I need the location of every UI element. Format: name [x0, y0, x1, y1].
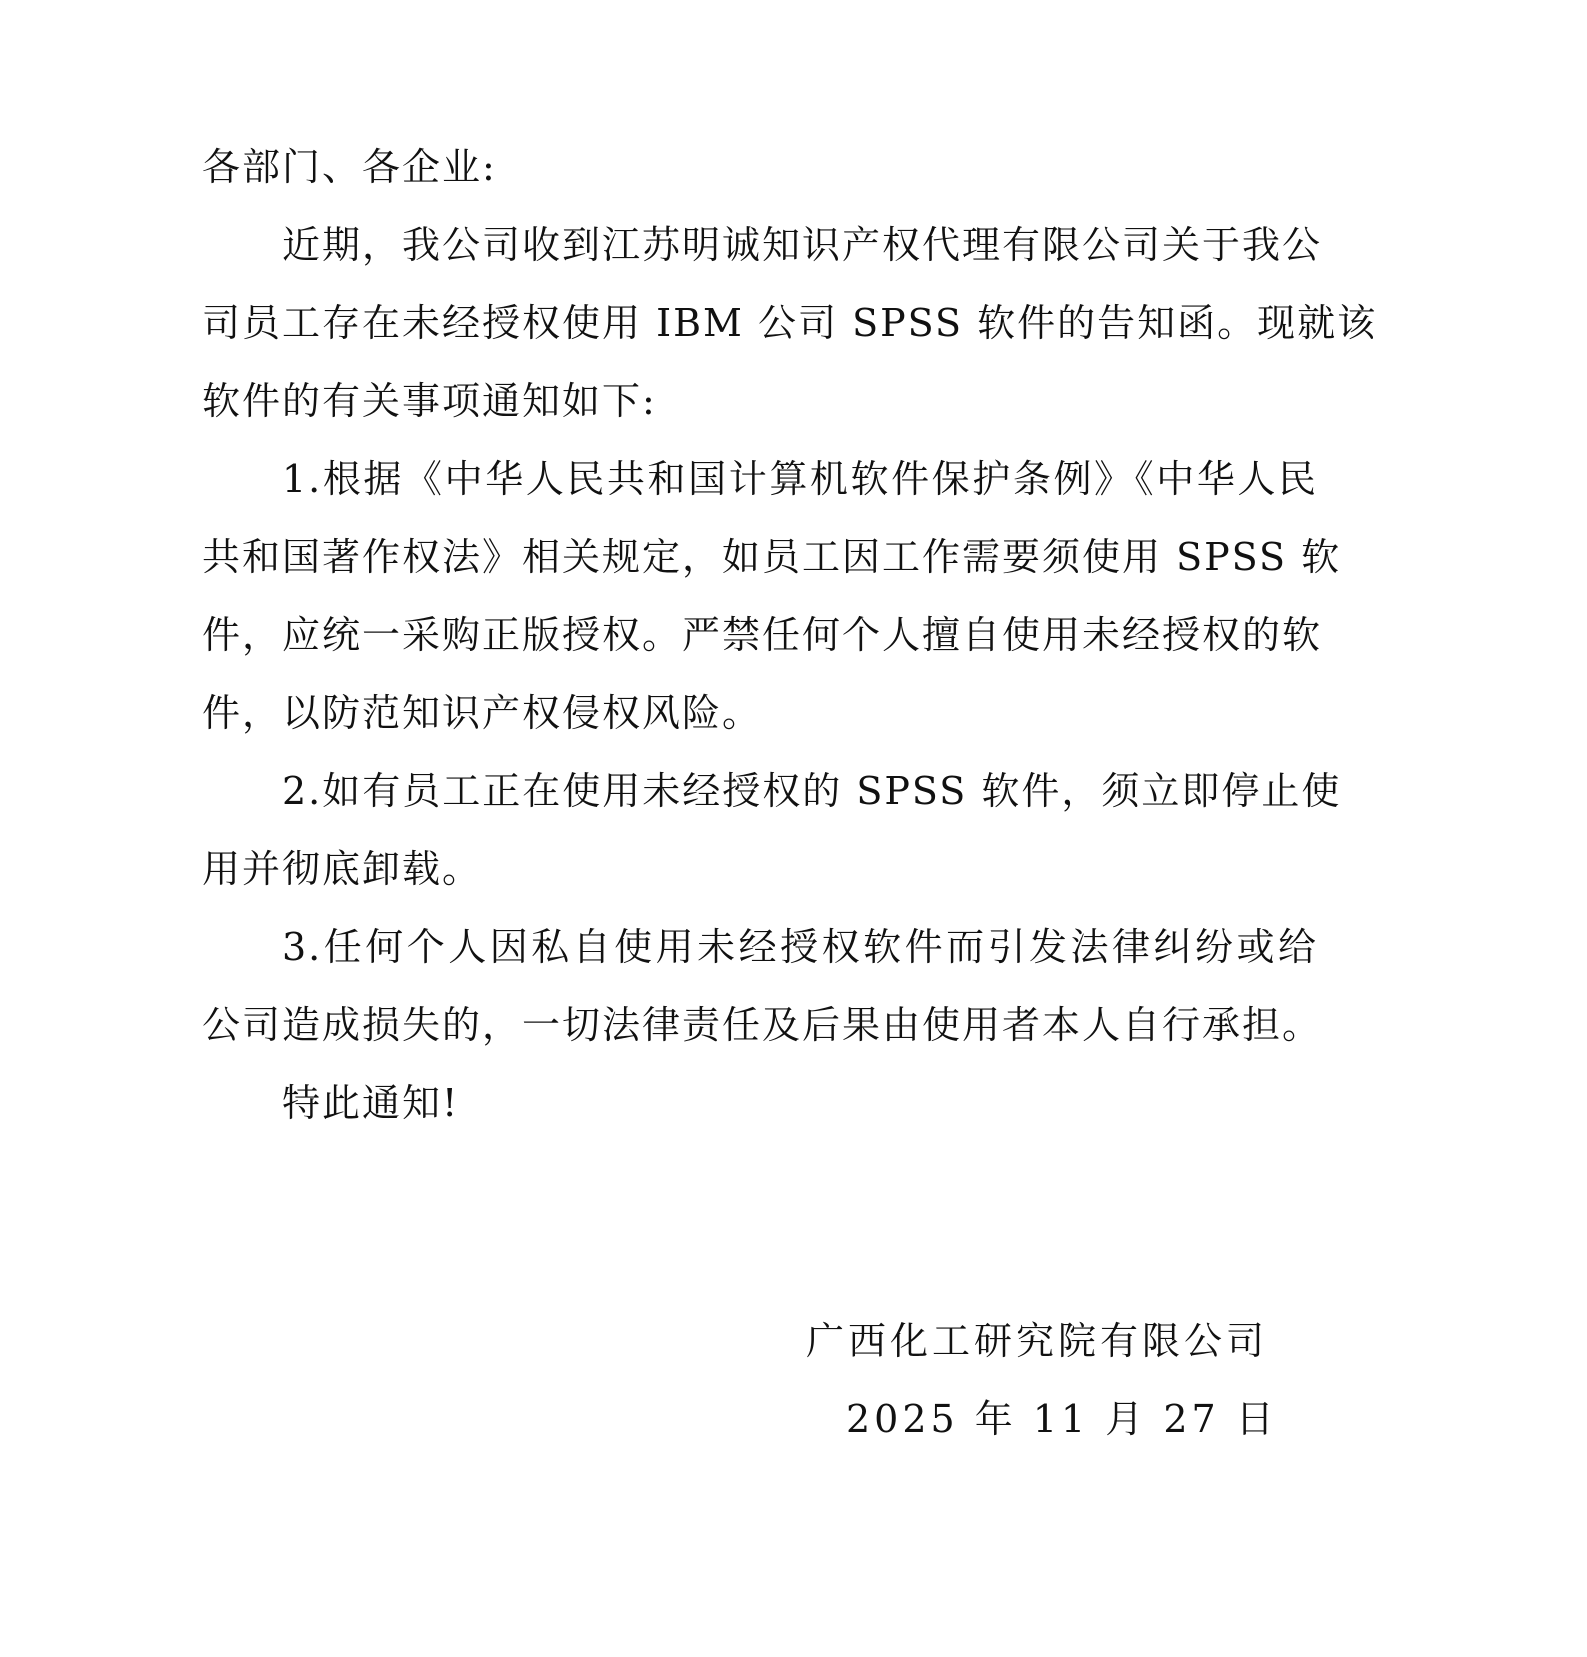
notice-body [202, 128, 1378, 1142]
item-1-line-2: 共和国著作权法》相关规定，如员工因工作需要须使用 SPSS 软 [202, 535, 1342, 579]
signature-organization: 广西化工研究院有限公司 [806, 1319, 1269, 1363]
item-1-line-3: 件，应统一采购正版授权。严禁任何个人擅自使用未经授权的软 [202, 613, 1323, 657]
intro-line-1: 近期，我公司收到江苏明诚知识产权代理有限公司关于我公 [282, 223, 1323, 267]
item-3-line-2: 公司造成损失的，一切法律责任及后果由使用者本人自行承担。 [202, 1003, 1323, 1047]
closing-remark: 特此通知! [282, 1081, 460, 1125]
item-3-line-1: 3.任何个人因私自使用未经授权软件而引发法律纠纷或给 [282, 925, 1318, 969]
intro-line-2: 司员工存在未经授权使用 IBM 公司 SPSS 软件的告知函。现就该 [202, 301, 1378, 345]
salutation: 各部门、各企业: [202, 145, 497, 189]
item-2-line-1: 2.如有员工正在使用未经授权的 SPSS 软件，须立即停止使 [282, 769, 1342, 813]
intro-line-3: 软件的有关事项通知如下: [202, 379, 657, 423]
item-1-line-4: 件，以防范知识产权侵权风险。 [202, 691, 763, 735]
signature-date: 2025 年 11 月 27 日 [846, 1397, 1278, 1441]
item-2-line-2: 用并彻底卸载。 [202, 847, 483, 891]
item-1-line-1: 1.根据《中华人民共和国计算机软件保护条例》《中华人民 [282, 457, 1318, 501]
